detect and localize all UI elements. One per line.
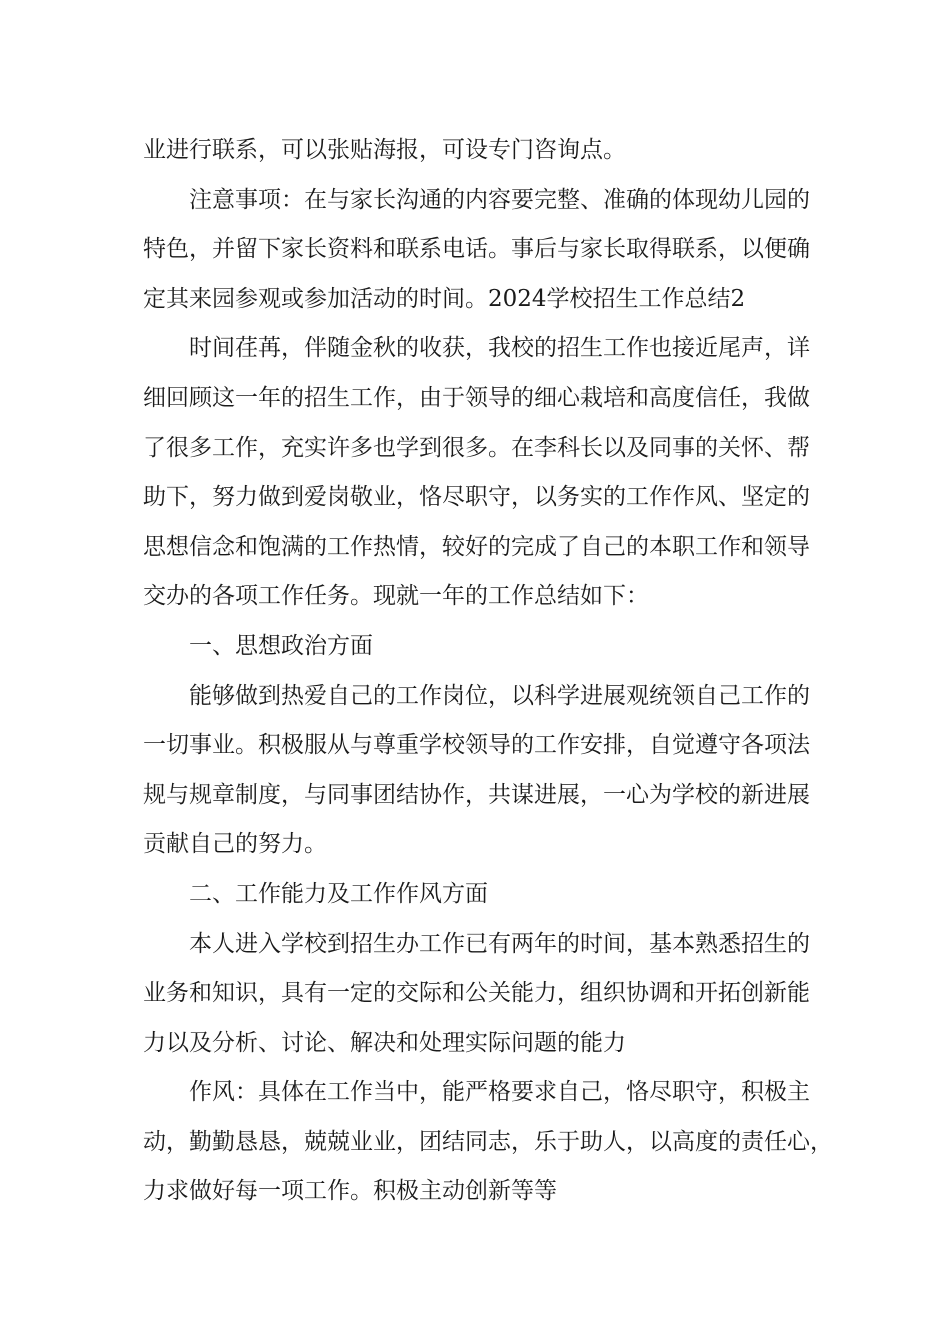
paragraph-line: 注意事项：在与家长沟通的内容要完整、准确的体现幼儿园的	[189, 186, 810, 213]
paragraph-line: 作风：具体在工作当中，能严格要求自己，恪尽职守，积极主	[189, 1079, 810, 1106]
paragraph-line: 了很多工作，充实许多也学到很多。在李科长以及同事的关怀、帮	[143, 434, 810, 461]
paragraph-line: 力求做好每一项工作。积极主动创新等等	[143, 1178, 557, 1205]
section-heading: 一、思想政治方面	[189, 632, 373, 659]
section-heading: 二、工作能力及工作作风方面	[189, 880, 488, 907]
paragraph-line: 交办的各项工作任务。现就一年的工作总结如下：	[143, 583, 649, 610]
paragraph-line: 特色，并留下家长资料和联系电话。事后与家长取得联系，以便确	[143, 236, 810, 263]
paragraph-line: 一切事业。积极服从与尊重学校领导的工作安排，自觉遵守各项法	[143, 732, 810, 759]
paragraph-line: 力以及分析、讨论、解决和处理实际问题的能力	[143, 1029, 626, 1056]
paragraph-line: 思想信念和饱满的工作热情，较好的完成了自己的本职工作和领导	[143, 533, 810, 560]
paragraph-line: 动，勤勤恳恳，兢兢业业，团结同志，乐于助人，以高度的责任心，	[143, 1128, 833, 1155]
paragraph-line: 时间荏苒，伴随金秋的收获，我校的招生工作也接近尾声，详	[189, 335, 810, 362]
document-body	[143, 126, 833, 1217]
paragraph-line: 贡献自己的努力。	[143, 831, 327, 858]
paragraph-line: 业务和知识，具有一定的交际和公关能力，组织协调和开拓创新能	[143, 980, 810, 1007]
paragraph-line: 能够做到热爱自己的工作岗位，以科学进展观统领自己工作的	[189, 682, 810, 709]
paragraph-line: 细回顾这一年的招生工作，由于领导的细心栽培和高度信任，我做	[143, 384, 810, 411]
paragraph-line: 业进行联系，可以张贴海报，可设专门咨询点。	[143, 137, 626, 163]
paragraph-line: 助下，努力做到爱岗敬业，恪尽职守，以务实的工作作风、坚定的	[143, 484, 810, 511]
paragraph-line: 定其来园参观或参加活动的时间。2024学校招生工作总结2	[143, 285, 746, 312]
paragraph-line: 规与规章制度，与同事团结协作，共谋进展，一心为学校的新进展	[143, 781, 810, 808]
paragraph-line: 本人进入学校到招生办工作已有两年的时间，基本熟悉招生的	[189, 930, 810, 957]
